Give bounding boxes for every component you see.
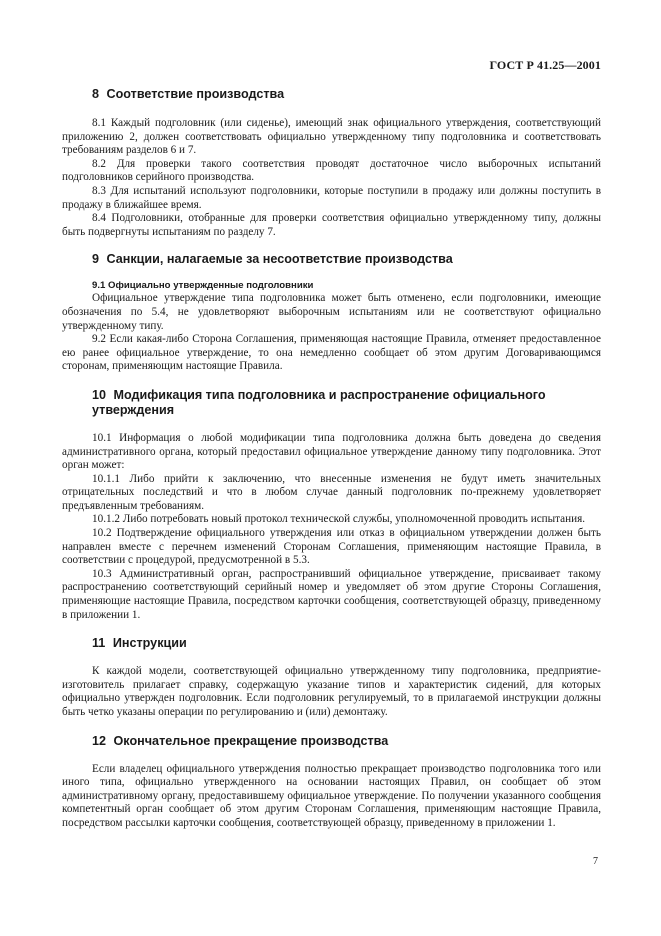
section-title: Окончательное прекращение производства [113,733,389,748]
section-10-heading [92,388,601,418]
paragraph-8-2: 8.2 Для проверки такого соответствия проводят достаточное число выборочных испытаний подголовников серийного производства. [62,157,601,184]
section-12 [62,734,601,749]
section-10 [62,388,601,418]
paragraph-10-3: 10.3 Административный орган, распространивший официальное утверждение, присваивает такому распространению соответствующий серийный номер и уведомляет об этом другие Стороны Соглашения, применяющие настоящие Правила, посредством карточки сообщения, соответствующей образцу, приведенному в приложении 1. [62,567,601,621]
section-8-heading [92,87,601,102]
section-number: 9 [92,252,100,267]
section-11 [62,636,601,651]
paragraph-10-1-1: 10.1.1 Либо прийти к заключению, что внесенные изменения не будут иметь значительных отрицательных последствий и что в любом случае данный подголовник по-прежнему удовлетворяет предъявленным требованиям. [62,472,601,512]
paragraph-11: К каждой модели, соответствующей официально утвержденному типу подголовника, предприятие-изготовитель прилагает справку, содержащую указание типов и характеристик сидений, для которых официально утвержден подголовник. Если подголовник регулируемый, то в прилагаемой инструкции должны быть четко указаны операции по регулированию и (или) демонтажу. [62,665,601,718]
section-title: Инструкции [112,636,187,651]
paragraph-12: Если владелец официального утверждения полностью прекращает производство подголовника того или иного типа, официально утвержденного на основании настоящих Правил, он сообщает об этом административному органу, предоставившему официальное утверждение. По получении указанного сообщения компетентный орган сообщает об этом другим Сторонам Соглашения, применяющим настоящие Правила, посредством рассылки карточки сообщения, соответствующей образцу, приведенному в приложении 1. [62,762,601,829]
section-number: 8 [92,87,100,101]
page-number: 7 [593,856,598,867]
paragraph-8-4: 8.4 Подголовники, отобранные для проверки соответствия официально утвержденному типу, должны быть подвергнуты испытаниям по разделу 7. [62,212,601,238]
section-number: 11 [92,636,106,651]
section-11-heading [92,636,601,651]
section-9 [62,252,601,267]
section-number: 10 [92,387,107,402]
subsection-9-1-heading: 9.1 Официально утвержденные подголовники [92,280,314,292]
section-9-heading [92,252,601,267]
paragraph-10-1-2: 10.1.2 Либо потребовать новый протокол технической службы, уполномоченной проводить испытания. [92,513,586,526]
section-8 [62,87,601,102]
section-title: Соответствие производства [106,87,285,101]
paragraph-10-2: 10.2 Подтверждение официального утверждения или отказ в официальном утверждении должен быть направлен вместе с перечнем изменений Сторонам Соглашения, применяющим настоящие Правила, в соответствии с процедурой, предусмотренной в 5.3. [62,527,601,567]
paragraph-8-3: 8.3 Для испытаний используют подголовники, которые поступили в продажу или должны поступить в продажу в ближайшее время. [62,184,601,211]
paragraph-9-1: Официальное утверждение типа подголовника может быть отменено, если подголовники, имеющие обозначения по 5.4, не удовлетворяют выборочным испытаниям или не соответствуют официально утвержденному типу. [62,292,601,332]
paragraph-10-1: 10.1 Информация о любой модификации типа подголовника должна быть доведена до сведения административного органа, который предоставил официальное утверждение данному типу подголовника. Этот орган может: [62,431,601,472]
section-title: Санкции, налагаемые за несоответствие производства [106,252,453,267]
document-body [62,82,601,831]
document-code: ГОСТ Р 41.25—2001 [489,58,601,72]
section-title: Модификация типа подголовника и распространение официального утверждения [92,387,546,417]
paragraph-9-2: 9.2 Если какая-либо Сторона Соглашения, применяющая настоящие Правила, отменяет предоставленное ею ранее официальное утверждение, то она немедленно сообщает об этом другим Договаривающимся сторонам, применяющим настоящие Правила. [62,333,601,373]
section-number: 12 [92,733,107,748]
paragraph-8-1: 8.1 Каждый подголовник (или сиденье), имеющий знак официального утверждения, соответствующий приложению 2, должен соответствовать официально утвержденному типу подголовника и соответствовать требованиям разделов 6 и 7. [62,117,601,157]
section-12-heading [92,734,601,749]
